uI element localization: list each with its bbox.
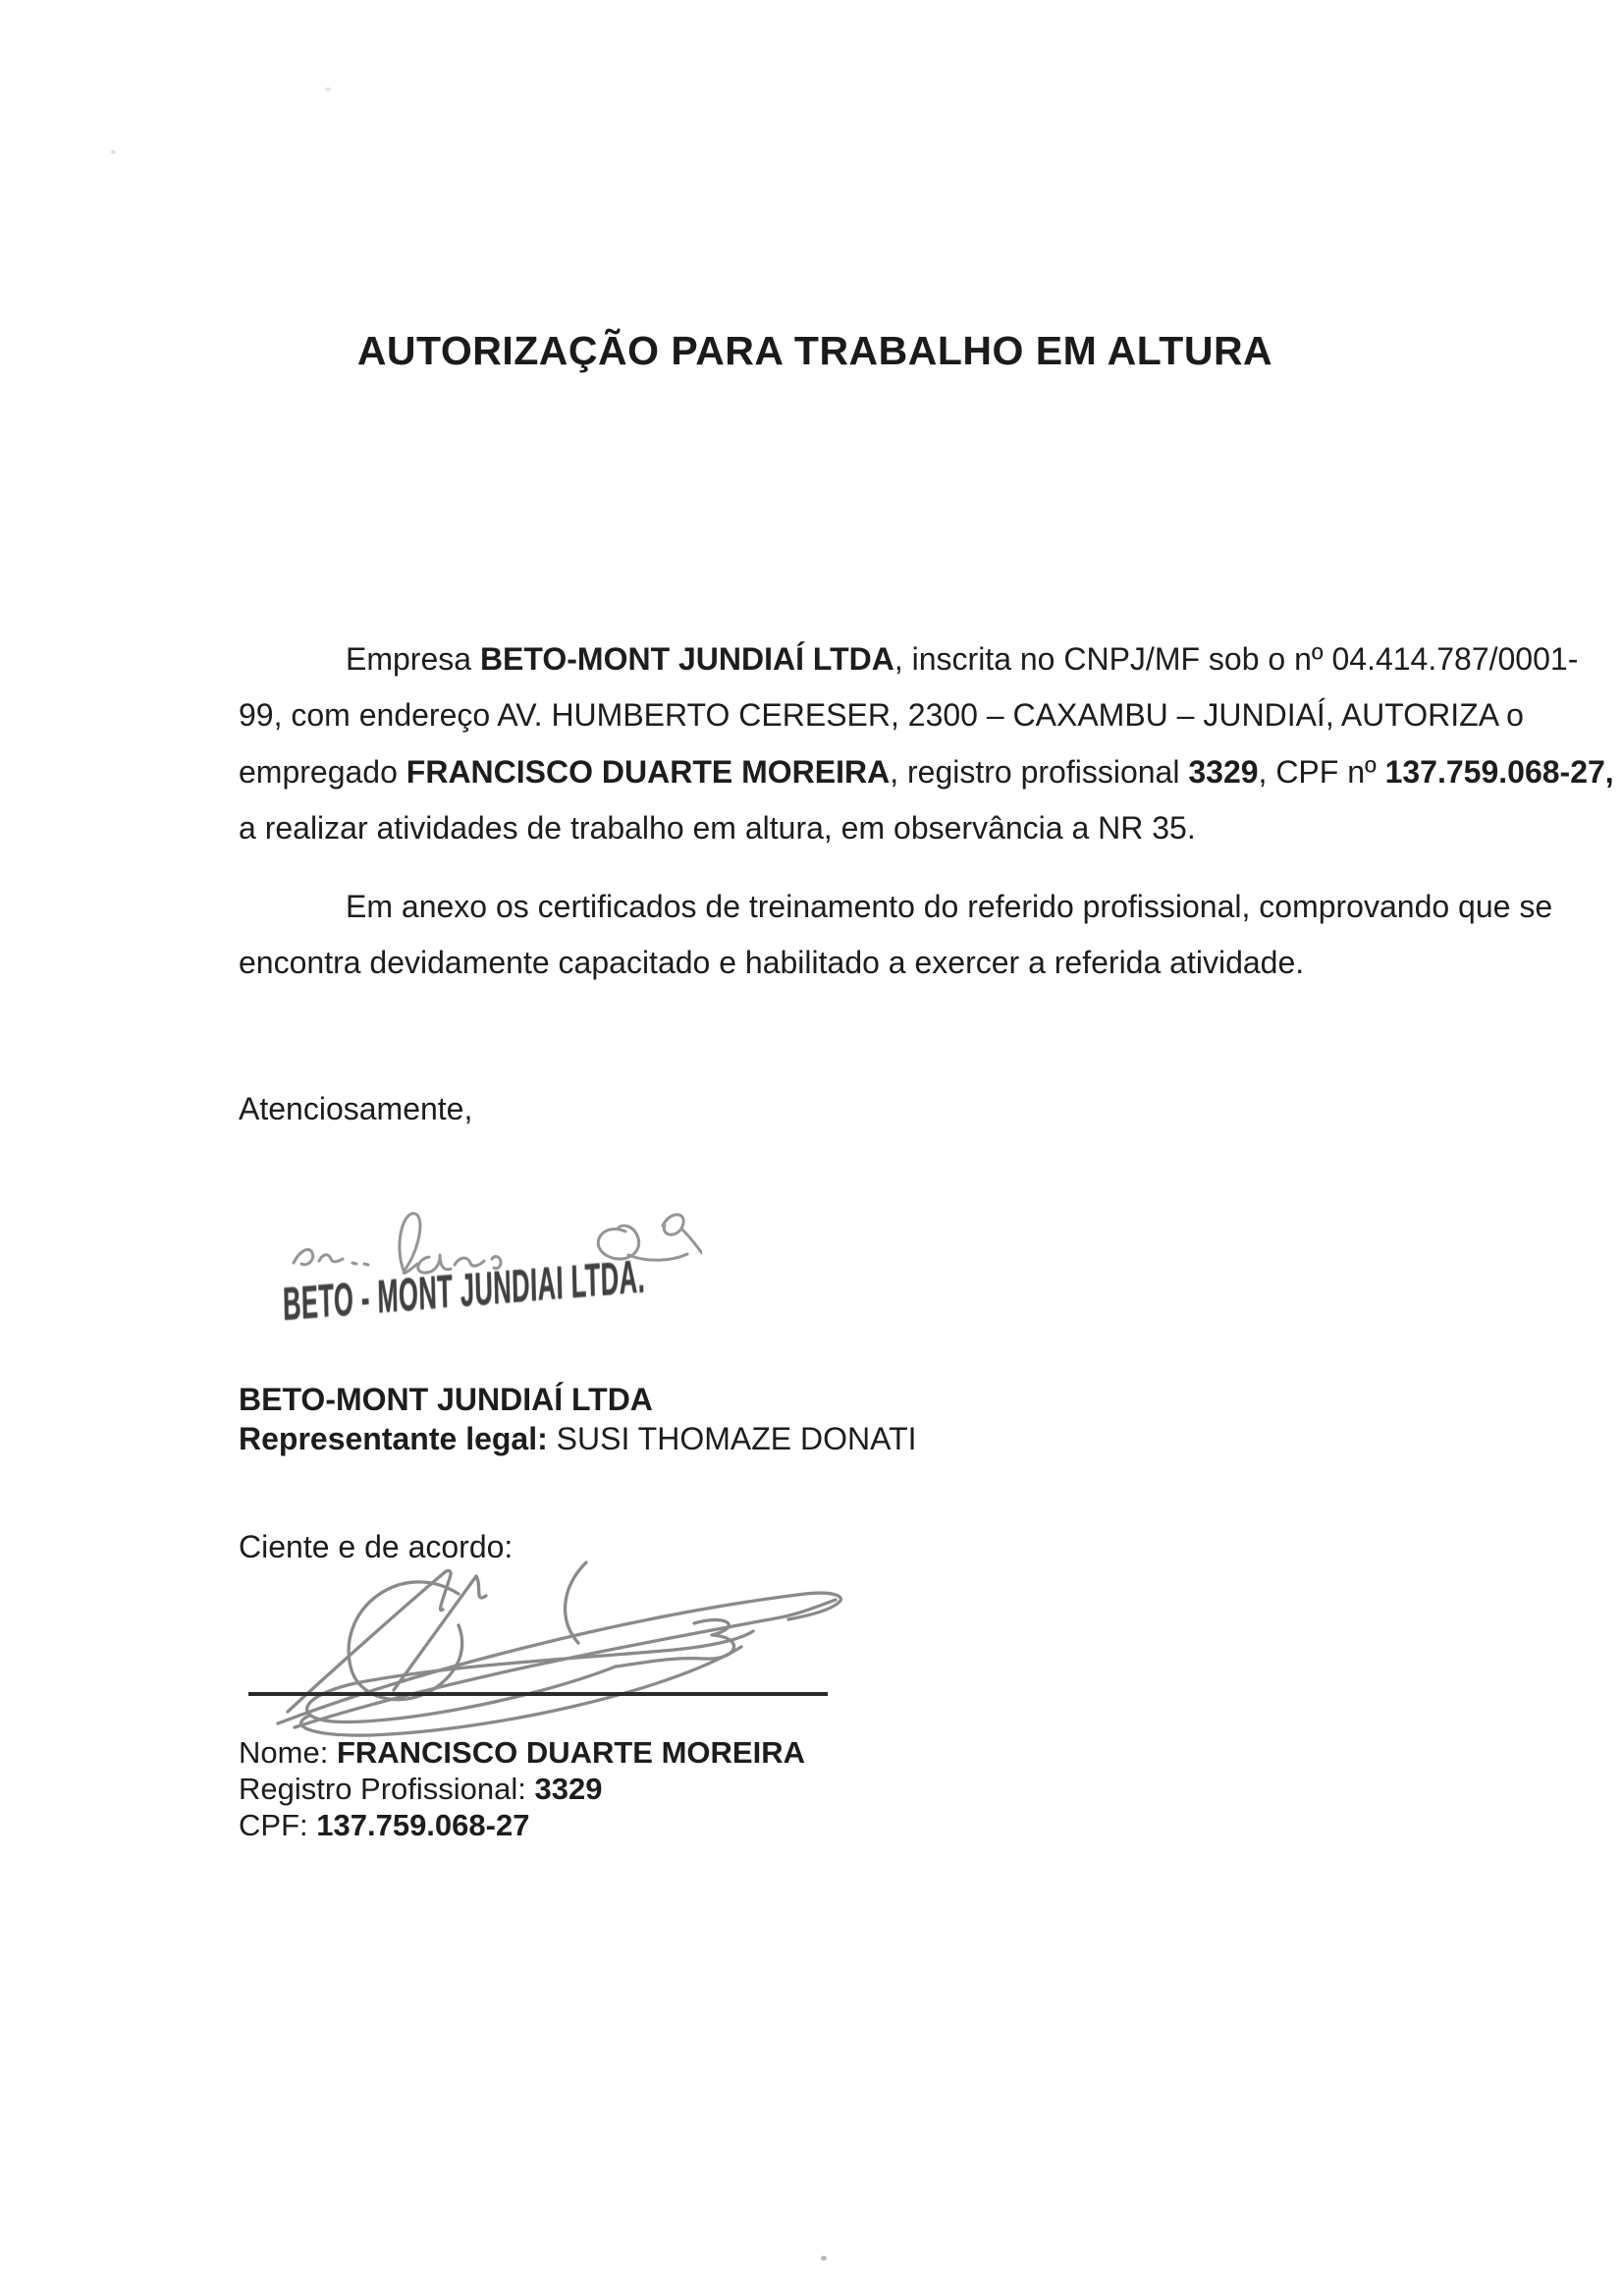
text-line: Em anexo os certificados de treinamento do referido profissional, comprovando que se [346,889,1553,924]
employee-registry-line [239,1771,805,1807]
representative-name: SUSI THOMAZE DONATI [556,1420,917,1456]
paragraph-attachments [239,879,1552,992]
signature-line [248,1692,828,1696]
cpf-label: CPF: [239,1808,308,1842]
scan-speck [821,2256,827,2261]
company-name: BETO-MONT JUNDIAÍ LTDA [239,1382,653,1417]
registry-label: Registro Profissional: [239,1772,526,1806]
employee-name-line [239,1734,805,1771]
closing-salutation: Atenciosamente, [239,1091,473,1126]
registry-value: 3329 [534,1772,603,1806]
company-representative-line [239,1420,917,1459]
representative-label: Representante legal: [239,1420,548,1456]
name-label: Nome: [239,1735,329,1770]
employee-signature [250,1557,859,1738]
text-line: empregado FRANCISCO DUARTE MOREIRA, registro profissional 3329, CPF nº 137.759.068-27, [239,753,1614,790]
name-value: FRANCISCO DUARTE MOREIRA [336,1735,805,1770]
paragraph-authorization [239,631,1614,857]
scan-speck [111,150,116,154]
text-line: encontra devidamente capacitado e habilitado a exercer a referida atividade. [239,945,1305,981]
document-title: AUTORIZAÇÃO PARA TRABALHO EM ALTURA [356,328,1273,373]
cpf-value: 137.759.068-27 [316,1808,530,1842]
scan-speck [325,87,331,91]
text-line: 99, com endereço AV. HUMBERTO CERESER, 2300 – CAXAMBU – JUNDIAÍ, AUTORIZA o [239,697,1524,734]
company-block [239,1381,917,1458]
text-line: a realizar atividades de trabalho em altura, em observância a NR 35. [239,810,1196,847]
company-stamp: BETO - MONT JUNDIAI LTDA. [282,1249,646,1330]
acknowledgement-heading: Ciente e de acordo: [239,1529,514,1564]
acknowledgement-block [239,1734,805,1843]
text-line: Empresa BETO-MONT JUNDIAÍ LTDA, inscrita no CNPJ/MF sob o nº 04.414.787/0001- [346,641,1579,677]
employee-cpf-line [239,1807,805,1843]
